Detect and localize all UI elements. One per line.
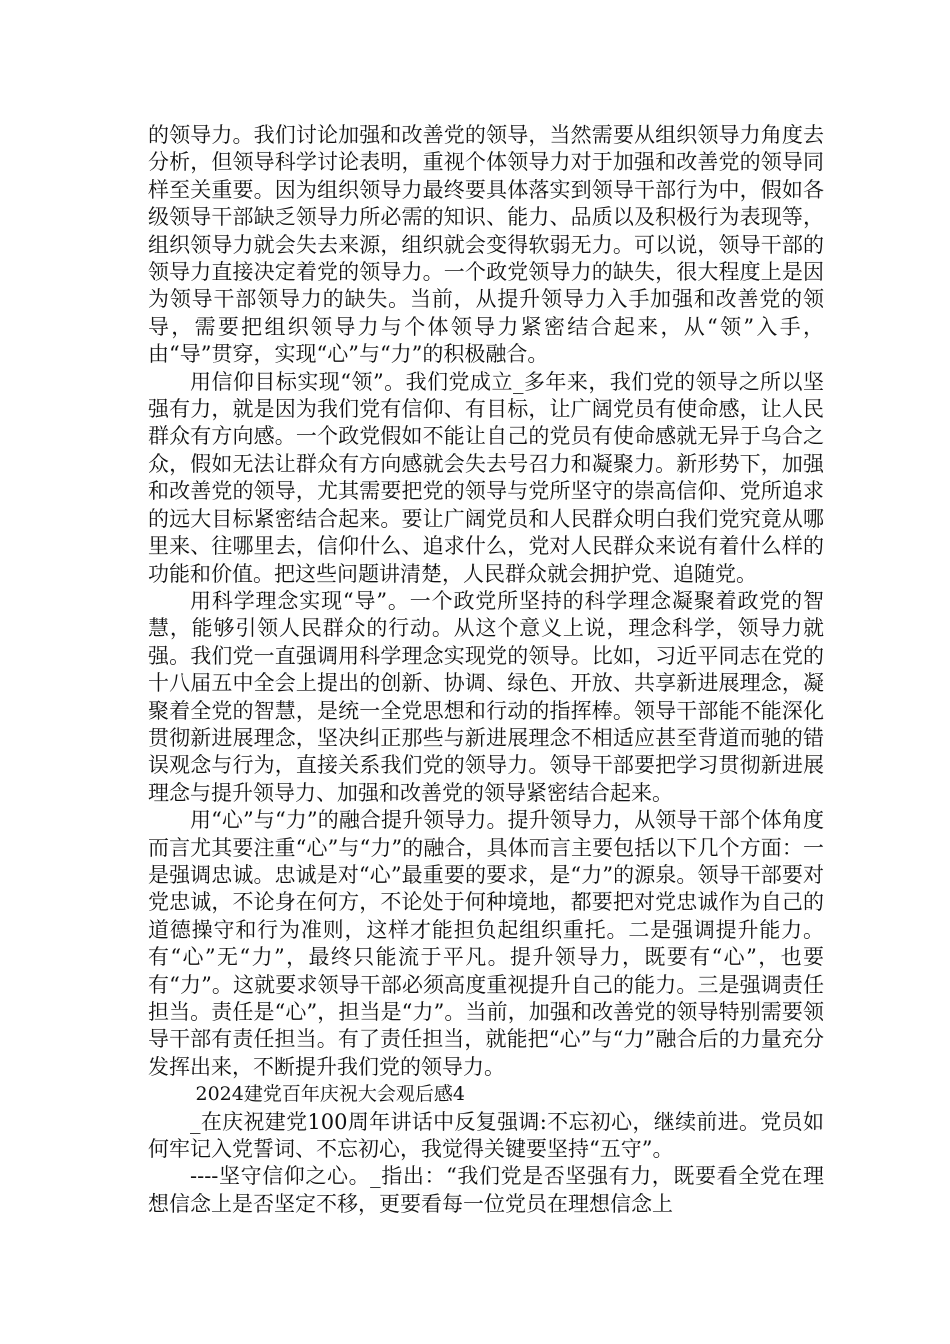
- document-page: [148, 122, 824, 1218]
- section-heading: 2024建党百年庆祝大会观后感4: [195, 1083, 465, 1106]
- paragraph-leadership-overview: 的领导力。我们讨论加强和改善党的领导，当然需要从组织领导力角度去分析，但领导科学讨论表明，重视个体领导力对于加强和改善党的领导同样至关重要。因为组织领导力最终要具体落实到领导干部行为中，假如各级领导干部缺乏领导力所必需的知识、能力、品质以及积极行为表现等，组织领导力就会失去来源，组织就会变得软弱无力。可以说，领导干部的领导力直接决定着党的领导力。一个政党领导力的缺失，很大程度上是因为领导干部领导力的缺失。当前，从提升领导力入手加强和改善党的领导，需要把组织领导力与个体领导力紧密结合起来，从“领”入手，由“导”贯穿，实现“心”与“力”的积极融合。: [148, 123, 824, 367]
- paragraph-faith-goal: 用信仰目标实现“领”。我们党成立_多年来，我们党的领导之所以坚强有力，就是因为我们党有信仰、有目标，让广阔党员有使命感，让人民群众有方向感。一个政党假如不能让自己的党员有使命感就无异于乌合之众，假如无法让群众有方向感就会失去号召力和凝聚力。新形势下，加强和改善党的领导，尤其需要把党的领导与党所坚守的崇高信仰、党所追求的远大目标紧密结合起来。要让广阔党员和人民群众明白我们党究竟从哪里来、往哪里去，信仰什么、追求什么，党对人民群众来说有着什么样的功能和价值。把这些问题讲清楚，人民群众就会拥护党、追随党。: [148, 369, 824, 586]
- paragraph-scientific-concept: 用科学理念实现“导”。一个政党所坚持的科学理念凝聚着政党的智慧，能够引领人民群众的行动。从这个意义上说，理念科学，领导力就强。我们党一直强调用科学理念实现党的领导。比如，习近平同志在党的十八届五中全会上提出的创新、协调、绿色、开放、共享新进展理念，凝聚着全党的智慧，是统一全党思想和行动的指挥棒。领导干部能不能深化贯彻新进展理念，坚决纠正那些与新进展理念不相适应甚至背道而驰的错误观念与行为，直接关系我们党的领导力。领导干部要把学习贯彻新进展理念与提升领导力、加强和改善党的领导紧密结合起来。: [148, 588, 824, 805]
- paragraph-original-aspiration: _在庆祝建党100周年讲话中反复强调:不忘初心，继续前进。党员如何牢记入党誓词、不忘初心，我觉得关键要坚持“五守”。: [148, 1109, 824, 1162]
- paragraph-keep-faith: ----坚守信仰之心。_指出：“我们党是否坚强有力，既要看全党在理想信念上是否坚定不移，更要看每一位党员在理想信念上: [148, 1164, 824, 1216]
- paragraph-heart-and-strength: 用“心”与“力”的融合提升领导力。提升领导力，从领导干部个体角度而言尤其要注重“心”与“力”的融合，具体而言主要包括以下几个方面：一是强调忠诚。忠诚是对“心”最重要的要求，是“力”的源泉。领导干部要对党忠诚，不论身在何方，不论处于何种境地，都要把对党忠诚作为自己的道德操守和行为准则，这样才能担负起组织重托。二是强调提升能力。有“心”无“力”，最终只能流于平凡。提升领导力，既要有“心”，也要有“力”。这就要求领导干部必须高度重视提升自己的能力。三是强调责任担当。责任是“心”，担当是“力”。当前，加强和改善党的领导特别需要领导干部有责任担当。有了责任担当，就能把“心”与“力”融合后的力量充分发挥出来，不断提升我们党的领导力。: [148, 808, 824, 1079]
